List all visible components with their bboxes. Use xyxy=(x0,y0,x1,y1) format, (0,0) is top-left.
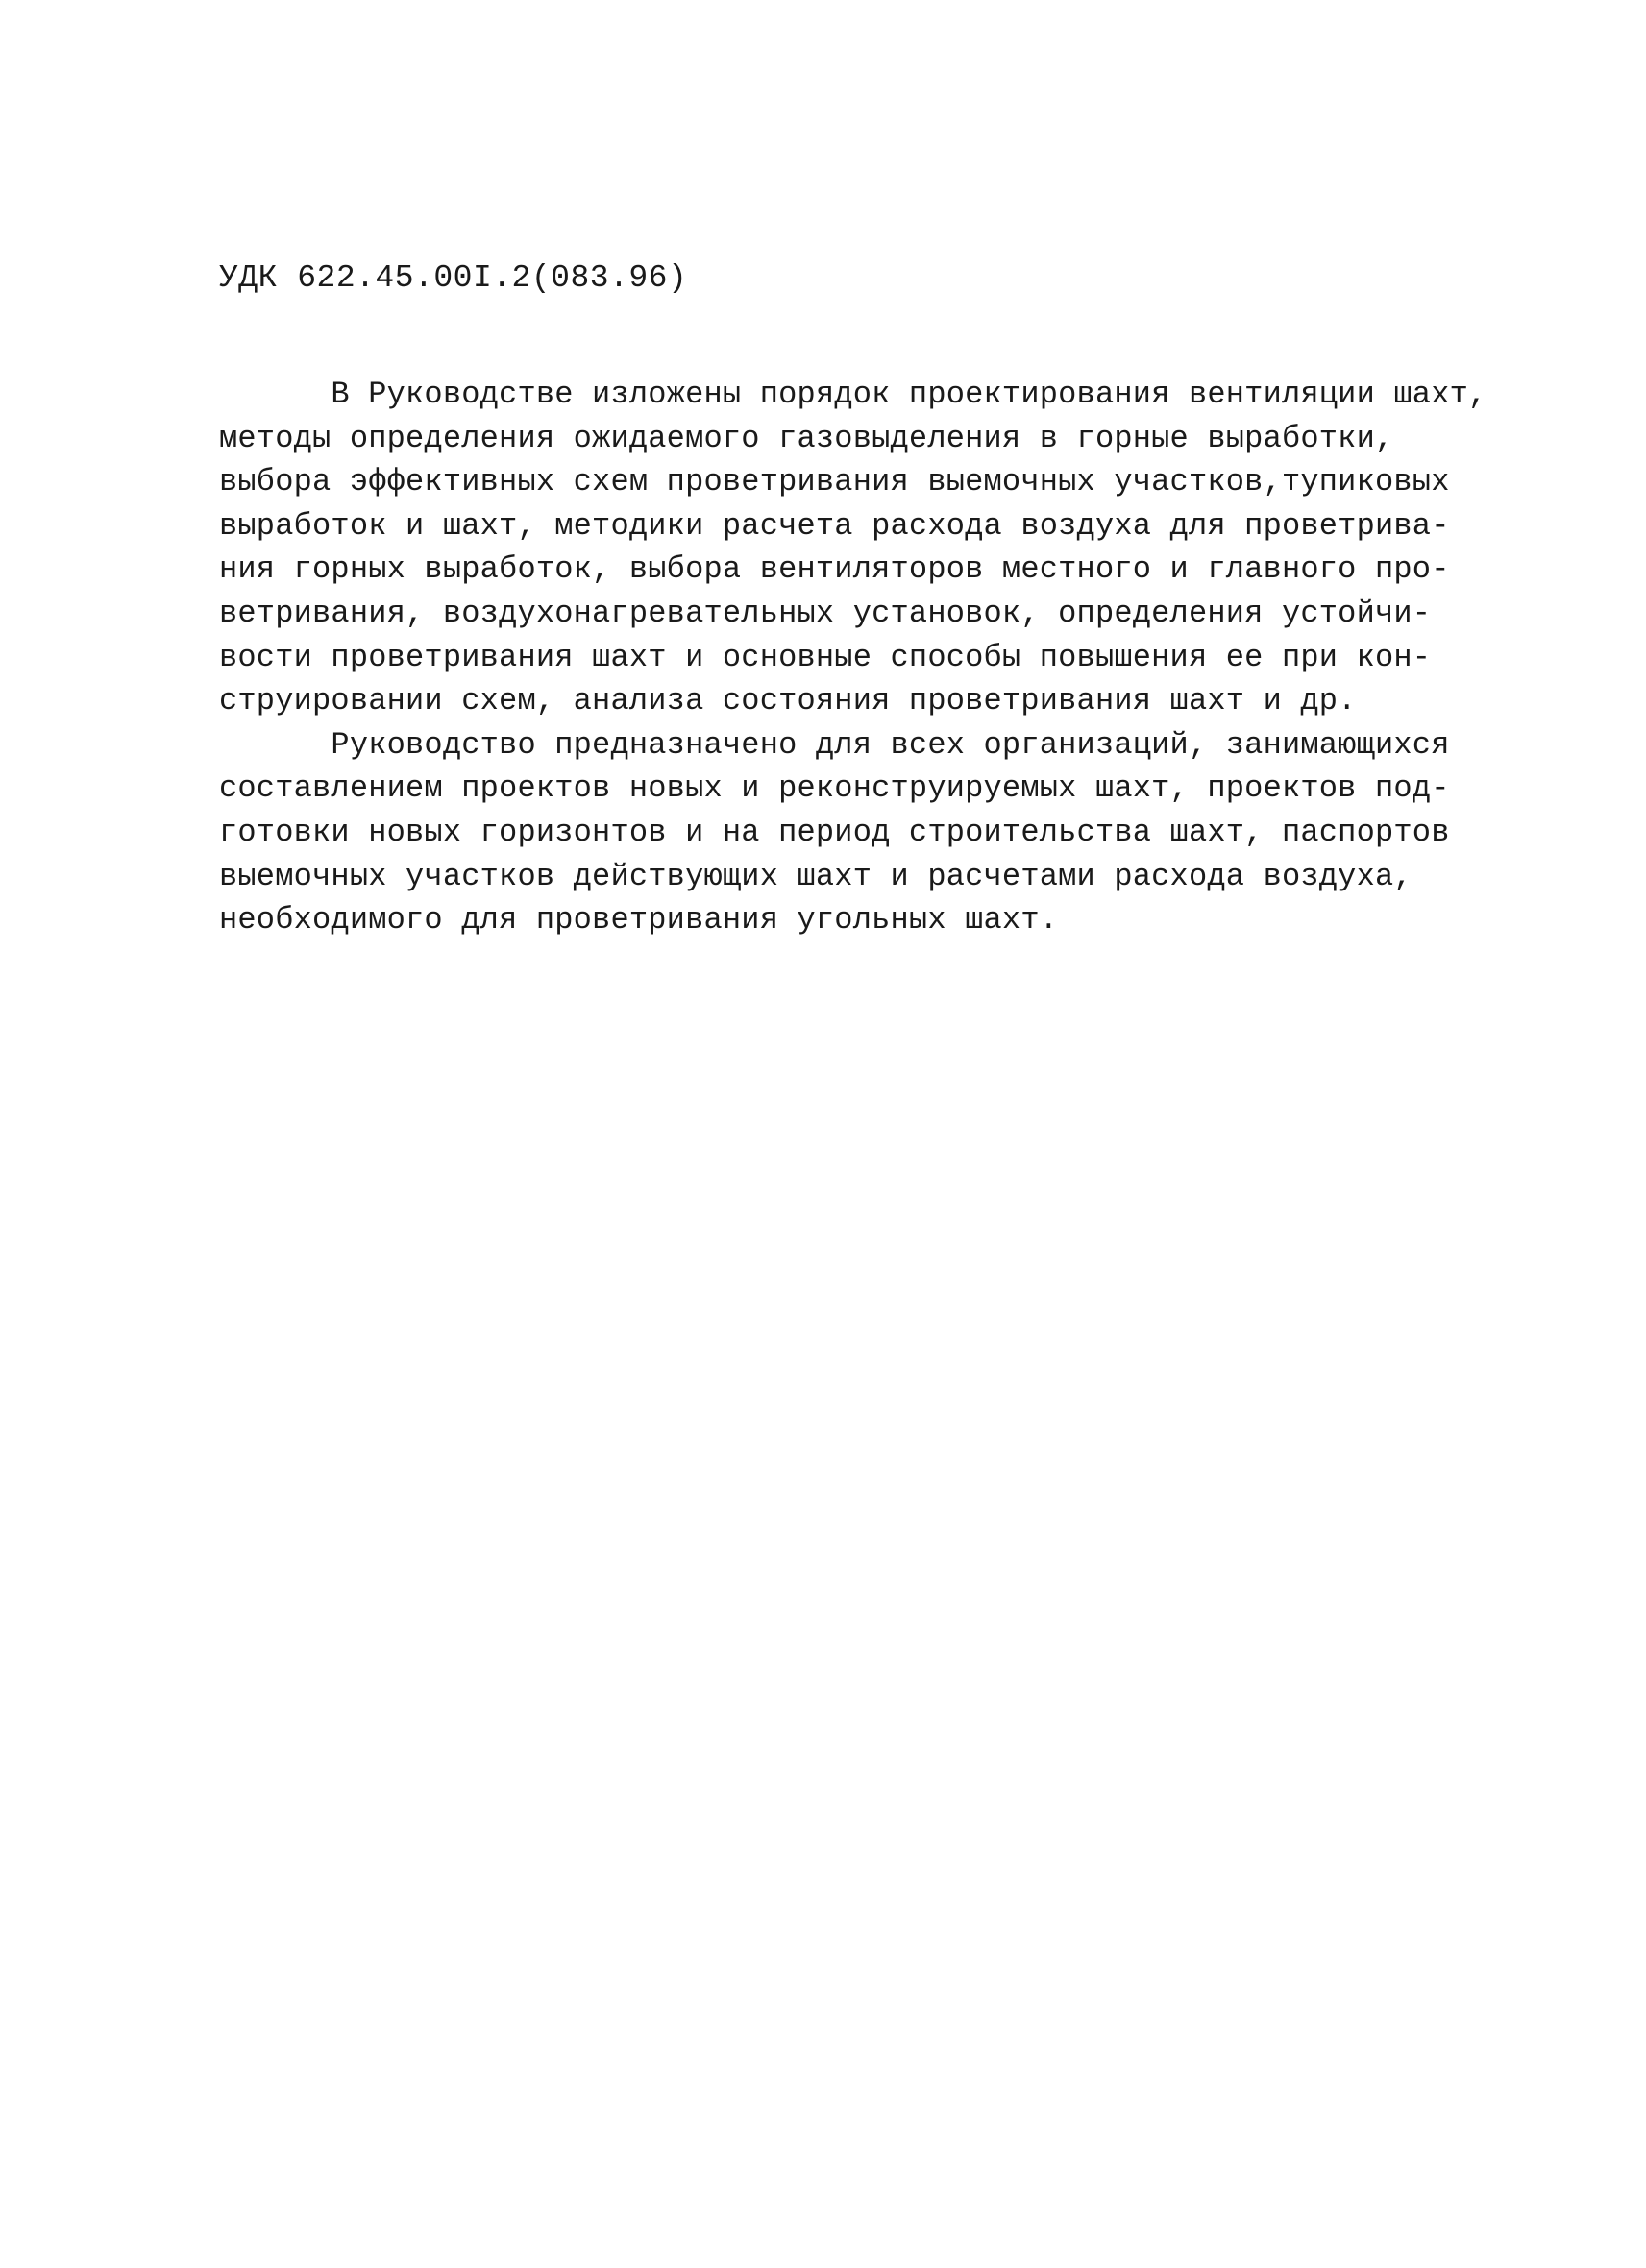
paragraph2-line: готовки новых горизонтов и на период строительства шахт, паспортов xyxy=(219,814,1450,850)
abstract-text xyxy=(219,373,1487,942)
paragraph1-line: ния горных выработок, выбора вентиляторов местного и главного про- xyxy=(219,551,1450,588)
paragraph1-line: выработок и шахт, методики расчета расхода воздуха для проветрива- xyxy=(219,507,1450,544)
paragraph2-line: составлением проектов новых и реконструируемых шахт, проектов под- xyxy=(219,770,1450,807)
udk-code: УДК 622.45.00I.2(083.96) xyxy=(219,260,688,296)
paragraph2-line: Руководство предназначено для всех организаций, занимающихся xyxy=(219,726,1450,763)
paragraph1-line: методы определения ожидаемого газовыделения в горные выработки, xyxy=(219,420,1394,456)
paragraph1-line: выбора эффективных схем проветривания выемочных участков,тупиковых xyxy=(219,464,1450,500)
paragraph1-line: В Руководстве изложены порядок проектирования вентиляции шахт, xyxy=(219,377,1487,412)
paragraph1-line: вости проветривания шахт и основные способы повышения ее при кон- xyxy=(219,639,1432,675)
paragraph2-line: необходимого для проветривания угольных шахт. xyxy=(219,902,1059,939)
paragraph1-line: ветривания, воздухонагревательных установок, определения устойчи- xyxy=(219,595,1432,631)
paragraph2-line: выемочных участков действующих шахт и расчетами расхода воздуха, xyxy=(219,858,1413,894)
paragraph1-line: струировании схем, анализа состояния проветривания шахт и др. xyxy=(219,683,1357,719)
